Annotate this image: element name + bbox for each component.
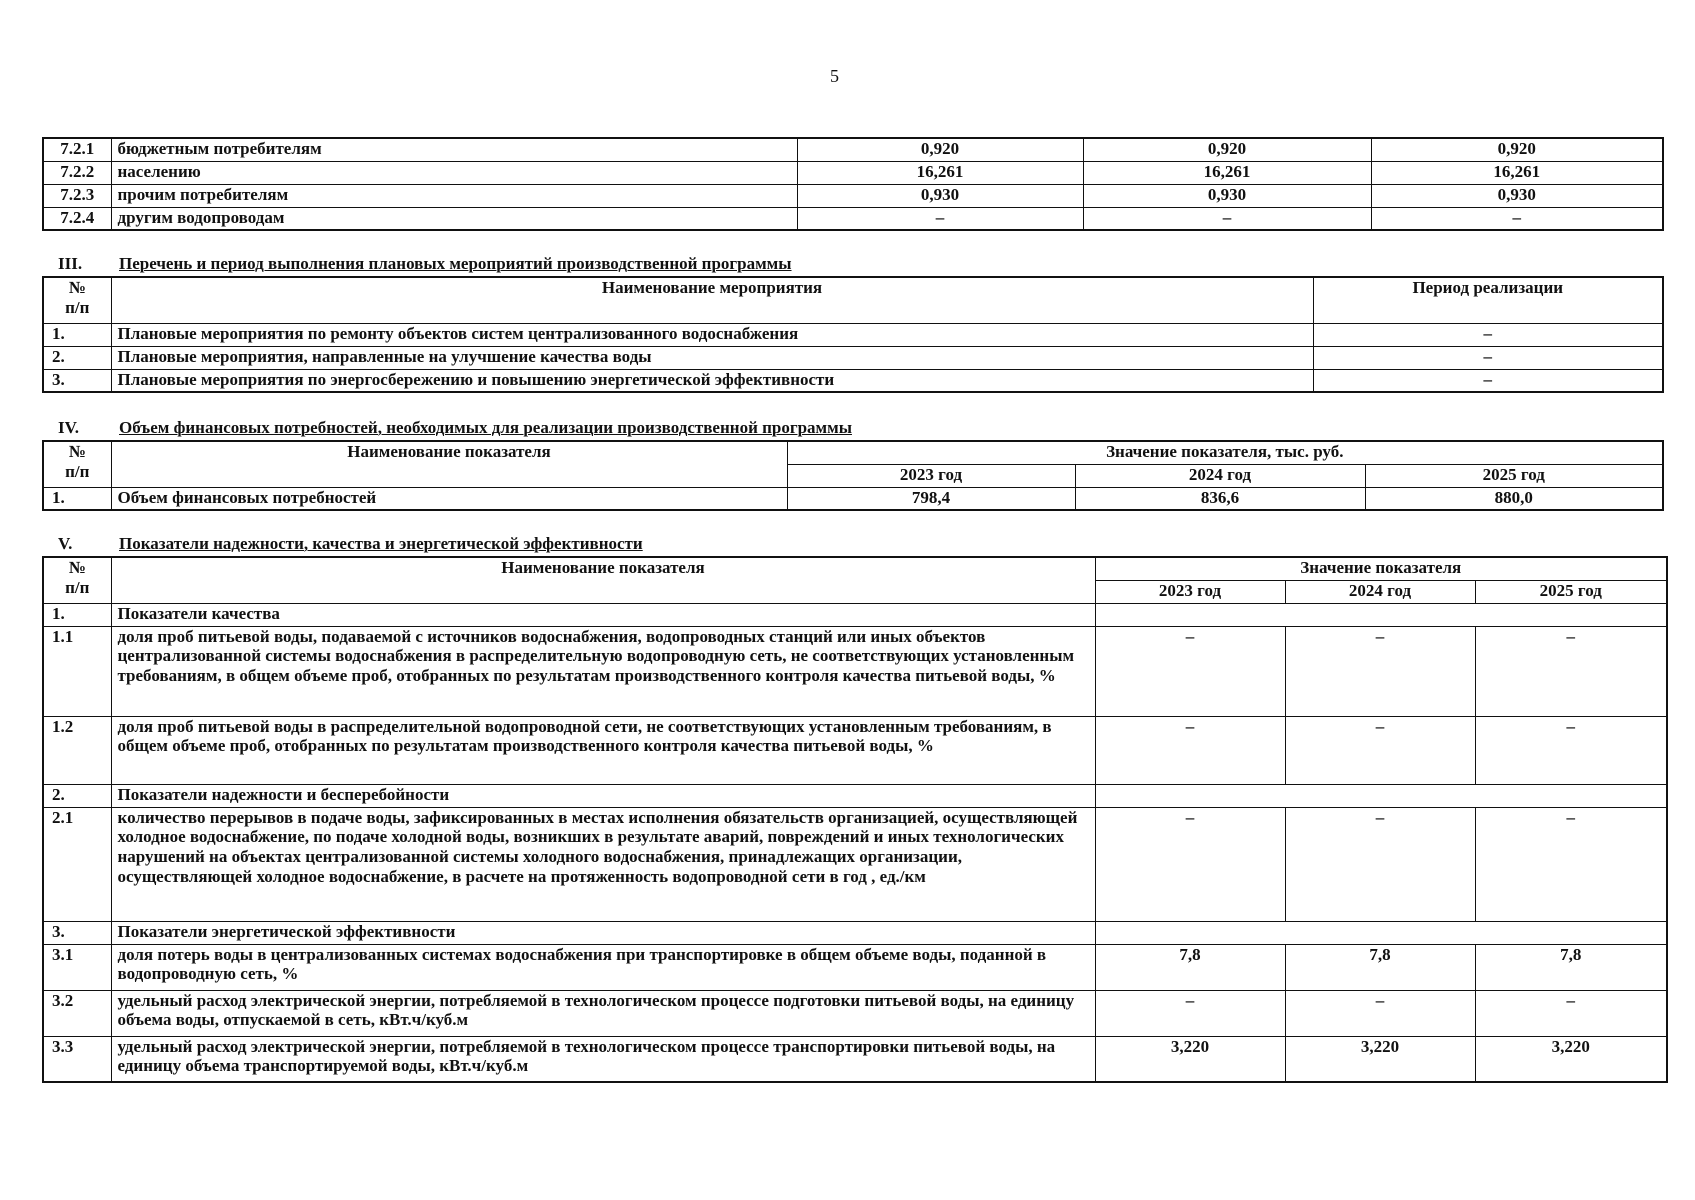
column-header-name: Наименование показателя	[111, 441, 787, 487]
column-header-name: Наименование мероприятия	[111, 277, 1313, 323]
value-cell: 0,930	[797, 184, 1083, 207]
row-name: Плановые мероприятия по ремонту объектов систем централизованного водоснабжения	[111, 323, 1313, 346]
value-cell: 836,6	[1075, 487, 1365, 510]
table-row	[43, 716, 1667, 784]
section-4-heading	[58, 418, 852, 438]
column-header-value: Значение показателя	[1095, 557, 1667, 580]
value-cell: –	[1095, 807, 1285, 921]
year-header: 2025 год	[1475, 580, 1667, 603]
table-row	[43, 990, 1667, 1036]
table-row	[43, 138, 1663, 161]
value-cell: 0,920	[1371, 138, 1663, 161]
header-row	[43, 441, 1663, 464]
row-number: 7.2.3	[43, 184, 111, 207]
table-row	[43, 626, 1667, 716]
group-row	[43, 603, 1667, 626]
row-number: 1.2	[43, 716, 111, 784]
row-name: удельный расход электрической энергии, потребляемой в технологическом процессе подготовки питьевой воды, на единицу объема воды, отпускаемой в сеть, кВт.ч/куб.м	[111, 990, 1095, 1036]
row-number: 7.2.4	[43, 207, 111, 230]
year-header: 2023 год	[787, 464, 1075, 487]
row-name: доля проб питьевой воды в распределительной водопроводной сети, не соответствующих установленным требованиям, в общем объеме проб, отобранных по результатам производственного контроля качества питьевой воды, %	[111, 716, 1095, 784]
section-title: Объем финансовых потребностей, необходимых для реализации производственной программы	[119, 418, 852, 437]
section-number: III.	[58, 254, 83, 273]
empty-cell	[1095, 921, 1667, 944]
row-number: 2.	[43, 346, 111, 369]
period-cell: –	[1313, 346, 1663, 369]
row-name: населению	[111, 161, 797, 184]
period-cell: –	[1313, 323, 1663, 346]
value-cell: –	[1285, 626, 1475, 716]
value-cell: 3,220	[1095, 1036, 1285, 1082]
row-name: другим водопроводам	[111, 207, 797, 230]
value-cell: 16,261	[797, 161, 1083, 184]
group-row	[43, 784, 1667, 807]
row-number: 3.2	[43, 990, 111, 1036]
value-cell: 880,0	[1365, 487, 1663, 510]
value-cell: –	[1095, 716, 1285, 784]
row-number: 1.1	[43, 626, 111, 716]
row-name: доля проб питьевой воды, подаваемой с источников водоснабжения, водопроводных станций или иных объектов централизованной системы водоснабжения в распределительную водопроводную сеть, не соответствующих установленным требованиям, в общем объеме проб, отобранных по результатам производственного контроля качества питьевой воды, %	[111, 626, 1095, 716]
column-header-value: Значение показателя, тыс. руб.	[787, 441, 1663, 464]
empty-cell	[1095, 603, 1667, 626]
value-cell: 16,261	[1083, 161, 1371, 184]
value-cell: 16,261	[1371, 161, 1663, 184]
value-cell: –	[1285, 716, 1475, 784]
row-number: 2.1	[43, 807, 111, 921]
value-cell: –	[1095, 990, 1285, 1036]
row-name: доля потерь воды в централизованных системах водоснабжения при транспортировке в общем объеме воды, поданной в водопроводную сеть, %	[111, 944, 1095, 990]
table-row	[43, 346, 1663, 369]
table-row	[43, 184, 1663, 207]
value-cell: –	[1083, 207, 1371, 230]
row-name: Плановые мероприятия, направленные на улучшение качества воды	[111, 346, 1313, 369]
row-number: 3.	[43, 369, 111, 392]
row-name: прочим потребителям	[111, 184, 797, 207]
section-number: IV.	[58, 418, 79, 437]
row-number: 3.3	[43, 1036, 111, 1082]
row-number: 7.2.2	[43, 161, 111, 184]
row-number: 3.1	[43, 944, 111, 990]
indicators-table	[42, 556, 1668, 1083]
value-cell: –	[797, 207, 1083, 230]
value-cell: –	[1475, 716, 1667, 784]
value-cell: –	[1285, 807, 1475, 921]
header-row	[43, 277, 1663, 323]
value-cell: 0,930	[1371, 184, 1663, 207]
section-5-heading	[58, 534, 643, 554]
table-row	[43, 369, 1663, 392]
year-header: 2024 год	[1285, 580, 1475, 603]
financial-needs-table	[42, 440, 1664, 511]
value-cell: 7,8	[1475, 944, 1667, 990]
column-header-number: № п/п	[43, 277, 111, 323]
activities-table	[42, 276, 1664, 393]
row-name: количество перерывов в подаче воды, зафиксированных в местах исполнения обязательств организацией, осуществляющей холодное водоснабжение, по подаче холодной воды, возникших в результате аварий, повреждений и иных технологических нарушений на объектах централизованной системы холодного водоснабжения, принадлежащих организации, осуществляющей холодное водоснабжение, в расчете на протяженность водопроводной сети в год , ед./км	[111, 807, 1095, 921]
year-header: 2024 год	[1075, 464, 1365, 487]
table-row	[43, 944, 1667, 990]
row-name: Показатели энергетической эффективности	[111, 921, 1095, 944]
table-row	[43, 1036, 1667, 1082]
value-cell: 3,220	[1475, 1036, 1667, 1082]
value-cell: –	[1285, 990, 1475, 1036]
table-row	[43, 207, 1663, 230]
row-name: Плановые мероприятия по энергосбережению и повышению энергетической эффективности	[111, 369, 1313, 392]
group-row	[43, 921, 1667, 944]
row-name: удельный расход электрической энергии, потребляемой в технологическом процессе транспортировки питьевой воды, на единицу объема транспортируемой воды, кВт.ч/куб.м	[111, 1036, 1095, 1082]
table-row	[43, 807, 1667, 921]
section-title: Показатели надежности, качества и энергетической эффективности	[119, 534, 643, 553]
value-cell: –	[1475, 626, 1667, 716]
section-title: Перечень и период выполнения плановых мероприятий производственной программы	[119, 254, 792, 273]
year-header: 2025 год	[1365, 464, 1663, 487]
column-header-number: № п/п	[43, 441, 111, 487]
table-row	[43, 161, 1663, 184]
value-cell: 7,8	[1095, 944, 1285, 990]
table-row	[43, 487, 1663, 510]
value-cell: 3,220	[1285, 1036, 1475, 1082]
header-row	[43, 557, 1667, 580]
row-number: 3.	[43, 921, 111, 944]
row-number: 7.2.1	[43, 138, 111, 161]
value-cell: 798,4	[787, 487, 1075, 510]
page-number: 5	[830, 66, 839, 86]
value-cell: –	[1475, 807, 1667, 921]
row-number: 1.	[43, 603, 111, 626]
section-3-heading	[58, 254, 792, 274]
row-name: Показатели качества	[111, 603, 1095, 626]
row-name: Показатели надежности и бесперебойности	[111, 784, 1095, 807]
tariff-table	[42, 137, 1664, 231]
value-cell: –	[1475, 990, 1667, 1036]
empty-cell	[1095, 784, 1667, 807]
row-number: 1.	[43, 323, 111, 346]
column-header-number: № п/п	[43, 557, 111, 603]
value-cell: –	[1371, 207, 1663, 230]
section-number: V.	[58, 534, 73, 553]
period-cell: –	[1313, 369, 1663, 392]
column-header-period: Период реализации	[1313, 277, 1663, 323]
value-cell: –	[1095, 626, 1285, 716]
value-cell: 0,920	[797, 138, 1083, 161]
row-name: бюджетным потребителям	[111, 138, 797, 161]
year-header: 2023 год	[1095, 580, 1285, 603]
column-header-name: Наименование показателя	[111, 557, 1095, 603]
value-cell: 0,920	[1083, 138, 1371, 161]
row-number: 1.	[43, 487, 111, 510]
value-cell: 7,8	[1285, 944, 1475, 990]
value-cell: 0,930	[1083, 184, 1371, 207]
table-row	[43, 323, 1663, 346]
row-name: Объем финансовых потребностей	[111, 487, 787, 510]
row-number: 2.	[43, 784, 111, 807]
